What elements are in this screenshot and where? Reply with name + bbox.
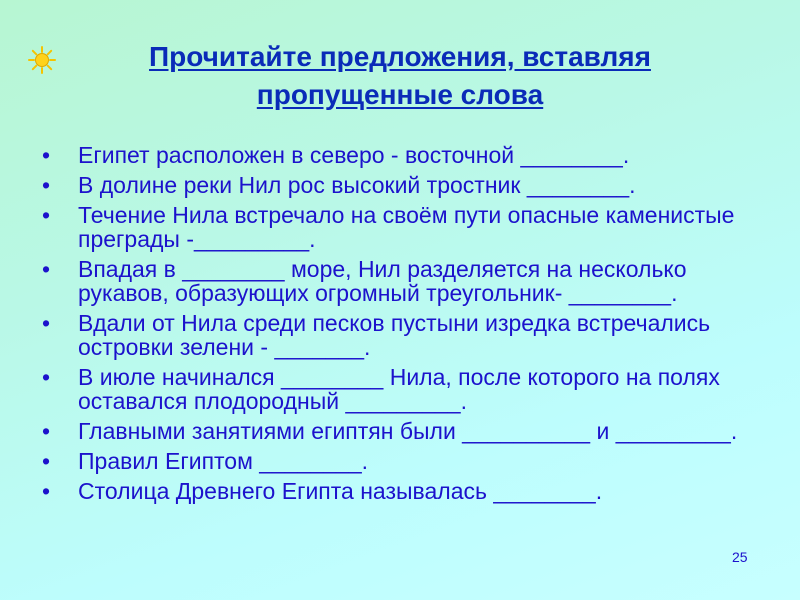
sentence-text: Течение Нила встречало на своём пути опасные каменистые преграды -_________. <box>78 202 735 252</box>
bullet-icon: • <box>42 478 51 504</box>
list-item <box>42 449 762 473</box>
slide-title-line-2: пропущенные слова <box>256 79 544 110</box>
list-item <box>42 173 762 197</box>
bullet-icon: • <box>42 202 51 228</box>
slide-title-line-1: Прочитайте предложения, вставляя <box>149 41 651 72</box>
sentence-text: В долине реки Нил рос высокий тростник ________. <box>78 172 636 198</box>
list-item <box>42 365 762 413</box>
exercise-list <box>42 143 762 509</box>
page-number: 25 <box>732 549 748 565</box>
sentence-text: Правил Египтом ________. <box>78 448 369 474</box>
list-item <box>42 257 762 305</box>
bullet-icon: • <box>42 310 51 336</box>
list-item <box>42 479 762 503</box>
sun-icon <box>28 46 56 74</box>
bullet-icon: • <box>42 364 51 390</box>
list-item <box>42 143 762 167</box>
bullet-icon: • <box>42 448 51 474</box>
slide-title <box>60 38 740 114</box>
bullet-icon: • <box>42 256 51 282</box>
bullet-icon: • <box>42 142 51 168</box>
sentence-text: Египет расположен в северо - восточной ________. <box>78 142 630 168</box>
list-item <box>42 311 762 359</box>
list-item <box>42 203 762 251</box>
sentence-text: В июле начинался ________ Нила, после которого на полях оставался плодородный _________. <box>78 364 720 414</box>
sentence-text: Впадая в ________ море, Нил разделяется на несколько рукавов, образующих огромный треугольник- ________. <box>78 256 687 306</box>
bullet-icon: • <box>42 418 51 444</box>
sentence-text: Столица Древнего Египта называлась ________. <box>78 478 603 504</box>
sentence-text: Вдали от Нила среди песков пустыни изредка встречались островки зелени - _______. <box>78 310 711 360</box>
list-item <box>42 419 762 443</box>
sentence-text: Главными занятиями египтян были __________ и _________. <box>78 418 738 444</box>
bullet-icon: • <box>42 172 51 198</box>
